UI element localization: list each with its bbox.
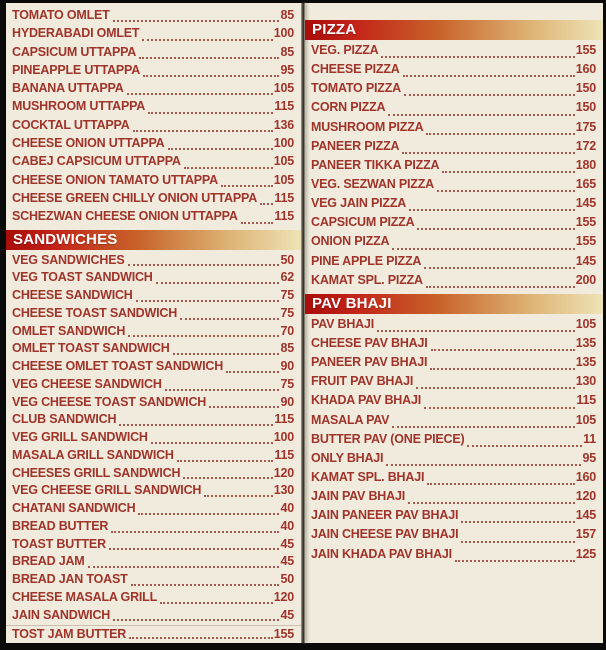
dotted-leader bbox=[431, 349, 575, 351]
menu-item-name: PAV BHAJI bbox=[311, 316, 375, 331]
menu-item-price: 175 bbox=[575, 119, 596, 134]
dotted-leader bbox=[128, 264, 280, 266]
menu-item-row bbox=[6, 590, 301, 608]
menu-item-name: SCHEZWAN CHEESE ONION UTTAPPA bbox=[12, 209, 238, 224]
dotted-leader bbox=[165, 389, 280, 391]
menu-item-row bbox=[305, 62, 603, 81]
menu-item-row bbox=[305, 215, 603, 234]
dotted-leader bbox=[442, 171, 574, 173]
menu-item-row bbox=[6, 395, 301, 413]
menu-item-price: 45 bbox=[280, 554, 294, 569]
menu-item-row bbox=[6, 118, 301, 136]
menu-left-column bbox=[6, 3, 301, 643]
dotted-leader bbox=[403, 75, 575, 77]
dotted-leader bbox=[204, 495, 273, 497]
dotted-leader bbox=[417, 228, 574, 230]
menu-item-row bbox=[305, 432, 603, 451]
menu-item-price: 11 bbox=[583, 431, 596, 446]
menu-item-price: 120 bbox=[273, 465, 294, 480]
menu-item-price: 155 bbox=[575, 215, 596, 230]
dotted-leader bbox=[437, 190, 575, 192]
menu-item-name: CAPSICUM PIZZA bbox=[311, 215, 415, 230]
dotted-leader bbox=[408, 502, 575, 504]
menu-item-row bbox=[6, 448, 301, 466]
menu-item-price: 120 bbox=[273, 589, 294, 604]
menu-item-name: CHEESE PIZZA bbox=[311, 62, 400, 77]
menu-item-name: CHEESES GRILL SANDWICH bbox=[12, 465, 181, 480]
dotted-leader bbox=[138, 513, 279, 515]
menu-item-name: JAIN PAV BHAJI bbox=[311, 489, 405, 504]
dotted-leader bbox=[173, 353, 280, 355]
menu-item-row bbox=[305, 234, 603, 253]
menu-item-row bbox=[305, 196, 603, 215]
menu-item-row bbox=[305, 374, 603, 393]
menu-item-row bbox=[305, 158, 603, 177]
menu-item-price: 155 bbox=[273, 627, 294, 642]
dotted-leader bbox=[168, 148, 273, 150]
menu-item-name: BREAD BUTTER bbox=[12, 518, 109, 533]
dotted-leader bbox=[128, 335, 279, 337]
dotted-leader bbox=[392, 248, 574, 250]
dotted-leader bbox=[184, 167, 273, 169]
menu-item-row bbox=[305, 508, 603, 527]
dotted-leader bbox=[455, 560, 575, 562]
menu-section bbox=[6, 228, 301, 644]
menu-item-price: 135 bbox=[575, 355, 596, 370]
menu-item-row bbox=[6, 412, 301, 430]
menu-item-price: 40 bbox=[280, 518, 294, 533]
dotted-leader bbox=[183, 477, 272, 479]
menu-item-name: CHEESE ONION TAMATO UTTAPPA bbox=[12, 172, 218, 187]
section-header-sandwiches: SANDWICHES bbox=[6, 230, 301, 250]
menu-item-name: PINE APPLE PIZZA bbox=[311, 253, 422, 268]
dotted-leader bbox=[409, 209, 575, 211]
menu-item-name: MASALA GRILL SANDWICH bbox=[12, 447, 174, 462]
menu-item-name: MUSHROOM PIZZA bbox=[311, 119, 424, 134]
dotted-leader bbox=[426, 286, 575, 288]
menu-item-row bbox=[6, 253, 301, 271]
menu-item-name: TOMATO OMLET bbox=[12, 8, 110, 22]
menu-item-price: 105 bbox=[575, 412, 596, 427]
menu-item-price: 165 bbox=[575, 176, 596, 191]
menu-item-row bbox=[6, 209, 301, 227]
menu-item-name: CAPSICUM UTTAPPA bbox=[12, 44, 137, 59]
menu-item-row bbox=[6, 608, 301, 626]
menu-item-row bbox=[305, 451, 603, 470]
menu-item-price: 125 bbox=[575, 546, 596, 561]
menu-item-name: TOMATO PIZZA bbox=[311, 81, 401, 96]
menu-item-price: 157 bbox=[575, 527, 596, 542]
menu-item-row bbox=[6, 288, 301, 306]
menu-item-price: 145 bbox=[575, 253, 596, 268]
dotted-leader bbox=[148, 112, 273, 114]
menu-item-row bbox=[305, 139, 603, 158]
menu-item-name: JAIN PANEER PAV BHAJI bbox=[311, 508, 459, 523]
menu-item-price: 90 bbox=[280, 359, 294, 374]
dotted-leader bbox=[129, 637, 273, 639]
menu-item-name: HYDERABADI OMLET bbox=[12, 26, 140, 41]
menu-item-price: 120 bbox=[575, 489, 596, 504]
menu-item-row bbox=[305, 413, 603, 432]
menu-item-price: 105 bbox=[273, 81, 294, 96]
dotted-leader bbox=[139, 57, 279, 59]
menu-item-row bbox=[6, 554, 301, 572]
dotted-leader bbox=[151, 442, 273, 444]
menu-item-name: CLUB SANDWICH bbox=[12, 412, 117, 427]
menu-item-row bbox=[305, 527, 603, 546]
section-header-pav-bhaji: PAV BHAJI bbox=[305, 294, 603, 314]
menu-item-row bbox=[6, 99, 301, 117]
dotted-leader bbox=[388, 114, 574, 116]
menu-item-price: 75 bbox=[280, 376, 294, 391]
menu-item-price: 136 bbox=[273, 117, 294, 132]
dotted-leader bbox=[119, 424, 273, 426]
menu-item-name: VEG GRILL SANDWICH bbox=[12, 430, 148, 445]
menu-item-name: COCKTAL UTTAPPA bbox=[12, 117, 130, 132]
menu-item-price: 155 bbox=[575, 43, 596, 57]
menu-item-row bbox=[305, 547, 603, 566]
menu-item-name: FRUIT PAV BHAJI bbox=[311, 374, 414, 389]
menu-item-row bbox=[6, 466, 301, 484]
menu-item-price: 62 bbox=[280, 270, 294, 285]
menu-item-name: CHEESE OMLET TOAST SANDWICH bbox=[12, 359, 224, 374]
menu-item-name: CHEESE SANDWICH bbox=[12, 288, 133, 303]
menu-item-price: 115 bbox=[274, 209, 294, 224]
dotted-leader bbox=[133, 130, 273, 132]
menu-item-price: 115 bbox=[274, 190, 294, 205]
dotted-leader bbox=[111, 531, 279, 533]
menu-item-row bbox=[6, 191, 301, 209]
dotted-leader bbox=[142, 39, 272, 41]
menu-item-price: 95 bbox=[582, 450, 596, 465]
menu-item-name: OMLET SANDWICH bbox=[12, 323, 126, 338]
menu-item-row bbox=[6, 501, 301, 519]
dotted-leader bbox=[426, 133, 574, 135]
menu-item-price: 50 bbox=[280, 252, 294, 267]
menu-item-price: 135 bbox=[575, 335, 596, 350]
menu-item-name: OMLET TOAST SANDWICH bbox=[12, 341, 170, 356]
menu-item-row bbox=[6, 63, 301, 81]
menu-item-name: JAIN CHEESE PAV BHAJI bbox=[311, 527, 459, 542]
menu-item-name: VEG. SEZWAN PIZZA bbox=[311, 176, 434, 191]
dotted-leader bbox=[404, 94, 575, 96]
dotted-leader bbox=[109, 548, 280, 550]
menu-item-row bbox=[6, 324, 301, 342]
menu-item-price: 85 bbox=[280, 44, 294, 59]
dotted-leader bbox=[386, 464, 581, 466]
menu-item-name: PANEER PIZZA bbox=[311, 138, 400, 153]
menu-item-name: PINEAPPLE UTTAPPA bbox=[12, 62, 141, 77]
menu-item-row bbox=[6, 81, 301, 99]
dotted-leader bbox=[427, 483, 574, 485]
menu-item-name: CHEESE GREEN CHILLY ONION UTTAPPA bbox=[12, 190, 258, 205]
menu-item-price: 180 bbox=[575, 157, 596, 172]
dotted-leader bbox=[160, 602, 273, 604]
menu-item-name: TOST JAM BUTTER bbox=[12, 627, 127, 642]
menu-item-name: KHADA PAV BHAJI bbox=[311, 393, 421, 408]
dotted-leader bbox=[241, 222, 274, 224]
menu-item-price: 85 bbox=[280, 341, 294, 356]
menu-item-price: 75 bbox=[280, 288, 294, 303]
menu-item-name: VEG CHEESE GRILL SANDWICH bbox=[12, 483, 202, 498]
menu-item-row bbox=[305, 43, 603, 62]
menu-item-row bbox=[6, 173, 301, 191]
menu-item-row bbox=[6, 8, 301, 26]
menu-section bbox=[305, 18, 603, 292]
menu-item-row bbox=[305, 177, 603, 196]
dotted-leader bbox=[177, 460, 274, 462]
menu-section bbox=[305, 292, 603, 566]
menu-item-row bbox=[6, 519, 301, 537]
menu-item-row bbox=[6, 430, 301, 448]
dotted-leader bbox=[221, 185, 273, 187]
menu-item-row bbox=[305, 317, 603, 336]
menu-item-price: 115 bbox=[274, 99, 294, 114]
menu-item-price: 115 bbox=[274, 447, 294, 462]
menu-item-name: VEG CHEESE TOAST SANDWICH bbox=[12, 394, 207, 409]
dotted-leader bbox=[461, 521, 575, 523]
menu-item-price: 150 bbox=[575, 100, 596, 115]
menu-item-row bbox=[305, 120, 603, 139]
menu-item-price: 200 bbox=[575, 272, 596, 287]
menu-item-name: CABEJ CAPSICUM UTTAPPA bbox=[12, 154, 181, 169]
menu-item-price: 145 bbox=[575, 196, 596, 211]
menu-item-name: VEG SANDWICHES bbox=[12, 252, 125, 267]
menu-item-row bbox=[6, 537, 301, 555]
menu-item-price: 172 bbox=[575, 138, 596, 153]
menu-item-row bbox=[6, 136, 301, 154]
menu-item-price: 155 bbox=[575, 234, 596, 249]
dotted-leader bbox=[430, 368, 574, 370]
menu-item-price: 100 bbox=[273, 26, 294, 41]
menu-item-price: 100 bbox=[273, 136, 294, 151]
dotted-leader bbox=[180, 318, 279, 320]
menu-item-name: KAMAT SPL. BHAJI bbox=[311, 469, 425, 484]
menu-item-price: 45 bbox=[280, 607, 294, 622]
menu-item-price: 115 bbox=[274, 412, 294, 427]
dotted-leader bbox=[226, 371, 279, 373]
dotted-leader bbox=[156, 282, 280, 284]
menu-item-name: BREAD JAM bbox=[12, 554, 85, 569]
menu-item-row bbox=[6, 306, 301, 324]
menu-item-price: 90 bbox=[280, 394, 294, 409]
menu-item-row bbox=[305, 393, 603, 412]
menu-item-price: 145 bbox=[575, 508, 596, 523]
menu-item-price: 105 bbox=[273, 172, 294, 187]
menu-item-name: VEG TOAST SANDWICH bbox=[12, 270, 153, 285]
menu-page bbox=[6, 3, 603, 643]
menu-item-name: ONION PIZZA bbox=[311, 234, 390, 249]
menu-right-column bbox=[305, 3, 603, 643]
menu-item-price: 105 bbox=[575, 316, 596, 331]
menu-item-name: ONLY BHAJI bbox=[311, 450, 384, 465]
menu-item-name: PANEER PAV BHAJI bbox=[311, 355, 428, 370]
dotted-leader bbox=[416, 387, 575, 389]
menu-item-price: 130 bbox=[575, 374, 596, 389]
menu-item-price: 105 bbox=[273, 154, 294, 169]
menu-item-price: 40 bbox=[280, 501, 294, 516]
menu-item-name: VEG. PIZZA bbox=[311, 43, 379, 57]
menu-item-row bbox=[6, 341, 301, 359]
menu-item-row bbox=[6, 377, 301, 395]
menu-section bbox=[6, 8, 301, 228]
menu-item-price: 70 bbox=[280, 323, 294, 338]
menu-item-name: CHEESE TOAST SANDWICH bbox=[12, 305, 178, 320]
menu-item-row bbox=[305, 100, 603, 119]
menu-item-name: TOAST BUTTER bbox=[12, 536, 106, 551]
dotted-leader bbox=[424, 407, 575, 409]
menu-item-price: 85 bbox=[280, 8, 294, 22]
dotted-leader bbox=[381, 56, 574, 58]
menu-item-name: CHEESE ONION UTTAPPA bbox=[12, 136, 165, 151]
dotted-leader bbox=[209, 406, 279, 408]
dotted-leader bbox=[392, 426, 574, 428]
menu-item-price: 150 bbox=[575, 81, 596, 96]
menu-item-row bbox=[305, 273, 603, 292]
menu-item-price: 75 bbox=[280, 305, 294, 320]
menu-item-price: 95 bbox=[280, 62, 294, 77]
menu-item-price: 45 bbox=[280, 536, 294, 551]
menu-item-price: 160 bbox=[575, 469, 596, 484]
dotted-leader bbox=[377, 330, 575, 332]
menu-item-name: JAIN SANDWICH bbox=[12, 607, 111, 622]
dotted-leader bbox=[88, 566, 280, 568]
section-header-pizza: PIZZA bbox=[305, 20, 603, 40]
menu-item-name: CORN PIZZA bbox=[311, 100, 386, 115]
menu-item-row bbox=[6, 572, 301, 590]
menu-item-row bbox=[6, 359, 301, 377]
menu-item-name: MUSHROOM UTTAPPA bbox=[12, 99, 146, 114]
menu-item-row bbox=[6, 154, 301, 172]
menu-item-name: MASALA PAV bbox=[311, 412, 390, 427]
menu-item-price: 160 bbox=[575, 62, 596, 77]
dotted-leader bbox=[136, 300, 280, 302]
menu-item-row bbox=[6, 483, 301, 501]
menu-item-name: VEG JAIN PIZZA bbox=[311, 196, 407, 211]
dotted-leader bbox=[461, 541, 574, 543]
menu-item-row bbox=[305, 336, 603, 355]
menu-item-name: KAMAT SPL. PIZZA bbox=[311, 272, 423, 287]
menu-item-name: BUTTER PAV (ONE PIECE) bbox=[311, 431, 465, 446]
dotted-leader bbox=[113, 619, 279, 621]
menu-item-name: CHEESE MASALA GRILL bbox=[12, 589, 158, 604]
menu-item-row bbox=[305, 81, 603, 100]
menu-item-price: 100 bbox=[273, 430, 294, 445]
menu-item-name: BANANA UTTAPPA bbox=[12, 81, 124, 96]
menu-item-price: 115 bbox=[576, 393, 596, 408]
dotted-leader bbox=[127, 93, 273, 95]
menu-item-name: VEG CHEESE SANDWICH bbox=[12, 376, 162, 391]
menu-item-row bbox=[6, 45, 301, 63]
dotted-leader bbox=[131, 584, 280, 586]
menu-item-row bbox=[6, 26, 301, 44]
dotted-leader bbox=[402, 152, 574, 154]
menu-item-name: JAIN KHADA PAV BHAJI bbox=[311, 546, 452, 561]
menu-item-row bbox=[6, 625, 301, 643]
dotted-leader bbox=[424, 267, 574, 269]
menu-item-row bbox=[305, 355, 603, 374]
menu-item-row bbox=[305, 254, 603, 273]
menu-item-name: PANEER TIKKA PIZZA bbox=[311, 157, 440, 172]
menu-item-name: BREAD JAN TOAST bbox=[12, 572, 128, 587]
menu-item-row bbox=[6, 270, 301, 288]
menu-item-row bbox=[305, 489, 603, 508]
menu-item-row bbox=[305, 470, 603, 489]
dotted-leader bbox=[113, 20, 280, 22]
menu-item-price: 130 bbox=[273, 483, 294, 498]
menu-item-name: CHEESE PAV BHAJI bbox=[311, 335, 428, 350]
dotted-leader bbox=[143, 75, 279, 77]
dotted-leader bbox=[467, 445, 582, 447]
menu-item-price: 50 bbox=[280, 572, 294, 587]
dotted-leader bbox=[260, 203, 273, 205]
menu-item-name: CHATANI SANDWICH bbox=[12, 501, 136, 516]
